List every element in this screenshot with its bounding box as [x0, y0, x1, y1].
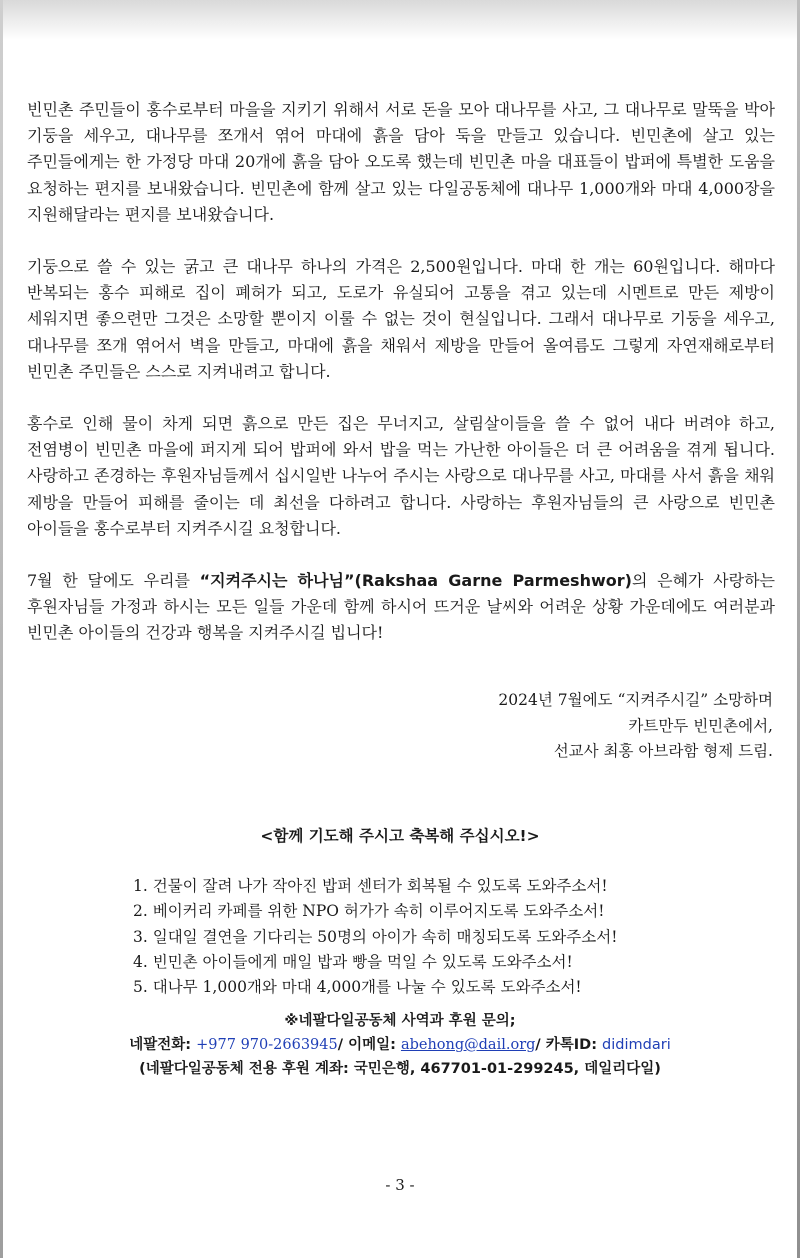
kakao-label: / 카톡ID:: [535, 1037, 603, 1053]
contact-line: [0, 1033, 800, 1057]
kakao-id: didimdari: [602, 1037, 671, 1053]
signature-block: [498, 688, 773, 765]
page-number: - 3 -: [385, 1176, 415, 1194]
contact-title: ※네팔다일공동체 사역과 후원 문의;: [284, 1013, 516, 1029]
prayer-heading: <함께 기도해 주시고 축복해 주십시오!>: [260, 827, 540, 845]
phone-label: 네팔전화:: [129, 1037, 197, 1053]
phone-link[interactable]: +977 970-2663945: [196, 1037, 338, 1053]
closing-text-after: 의 은혜가 사랑하는 후원자님들 가정과 하시는 모든 일들 가운데 함께 하시어 뜨거운 날씨와 어려운 상황 가운데에도 여러분과 빈민촌 아이들의 건강과 행복을 지켜주시길 빕니다!: [27, 571, 776, 643]
signature-place-line: 카트만두 빈민촌에서,: [628, 716, 773, 735]
closing-text-before: 7월 한 달에도 우리를: [27, 571, 200, 591]
prayer-item: 3. 일대일 결연을 기다리는 50명의 아이가 속히 매칭되도록 도와주소서!: [133, 927, 618, 946]
paragraph-bamboo-cost: 기둥으로 쓸 수 있는 굵고 큰 대나무 하나의 가격은 2,500원입니다. 마대 한 개는 60원입니다. 해마다 반복되는 홍수 피해로 집이 폐허가 되고, 도로가 유실되어 고통을 겪고 있는데 시멘트로 만든 제방이 세워지면 좋으련만 그것은 소망할 뿐이지 이룰 수 없는 것이 현실입니다. 그래서 대나무로 기둥을 세우고, 대나무를 쪼개 엮어서 벽을 만들고, 마대에 흙을 채워서 제방을 만들어 올여름도 그렇게 자연재해로부터 빈민촌 주민들은 스스로 지켜내려고 합니다.: [27, 257, 775, 381]
prayer-item: 4. 빈민촌 아이들에게 매일 밥과 빵을 먹일 수 있도록 도와주소서!: [133, 952, 573, 971]
paragraph-closing-blessing: [27, 568, 775, 647]
email-label: / 이메일:: [337, 1037, 401, 1053]
contact-block: [0, 1009, 800, 1081]
signature-date-line: 2024년 7월에도 “지켜주시길” 소망하며: [498, 691, 773, 709]
prayer-item: 2. 베이커리 카페를 위한 NPO 허가가 속히 이루어지도록 도와주소서!: [133, 902, 605, 921]
prayer-item: 1. 건물이 잘려 나가 작아진 밥퍼 센터가 회복될 수 있도록 도와주소서!: [133, 877, 608, 895]
signature-name-line: 선교사 최홍 아브라함 형제 드림.: [553, 742, 773, 760]
bank-account-line: (네팔다일공동체 전용 후원 계좌: 국민은행, 467701-01-299245, 데일리다일): [139, 1061, 661, 1077]
paragraph-flood-damage: 홍수로 인해 물이 차게 되면 흙으로 만든 집은 무너지고, 살림살이들을 쓸 수 없어 내다 버려야 하고, 전염병이 빈민촌 마을에 퍼지게 되어 밥퍼에 와서 밥을 먹는 가난한 아이들은 더 큰 어려움을 겪게 됩니다. 사랑하고 존경하는 후원자님들께서 십시일반 나누어 주시는 사랑으로 대나무를 사고, 마대를 사서 흙을 채워 제방을 만들어 피해를 줄이는 데 최선을 다하려고 합니다. 사랑하는 후원자님들의 큰 사랑으로 빈민촌 아이들을 홍수로부터 지켜주시길 요청합니다.: [27, 414, 775, 538]
prayer-list: [133, 874, 617, 1000]
paragraph-flood-preparation: 빈민촌 주민들이 홍수로부터 마을을 지키기 위해서 서로 돈을 모아 대나무를 사고, 그 대나무로 말뚝을 박아 기둥을 세우고, 대나무를 쪼개서 엮어 마대에 흙을 담아 둑을 만들고 있습니다. 빈민촌에 살고 있는 주민들에게는 한 가정당 마대 20개에 흙을 담아 오도록 했는데 빈민촌 마을 대표들이 밥퍼에 특별한 도움을 요청하는 편지를 보내왔습니다. 빈민촌에 함께 살고 있는 다일공동체에 대나무 1,000개와 마대 4,000장을 지원해달라는 편지를 보내왔습니다.: [27, 100, 775, 224]
letter-body: [27, 97, 775, 647]
prayer-item: 5. 대나무 1,000개와 마대 4,000개를 나눌 수 있도록 도와주소서!: [133, 978, 582, 997]
email-link[interactable]: abehong@dail.org: [400, 1037, 536, 1053]
closing-highlight: “지켜주시는 하나님”(Rakshaa Garne Parmeshwor): [199, 571, 632, 591]
page-shadow-top: [0, 0, 800, 40]
